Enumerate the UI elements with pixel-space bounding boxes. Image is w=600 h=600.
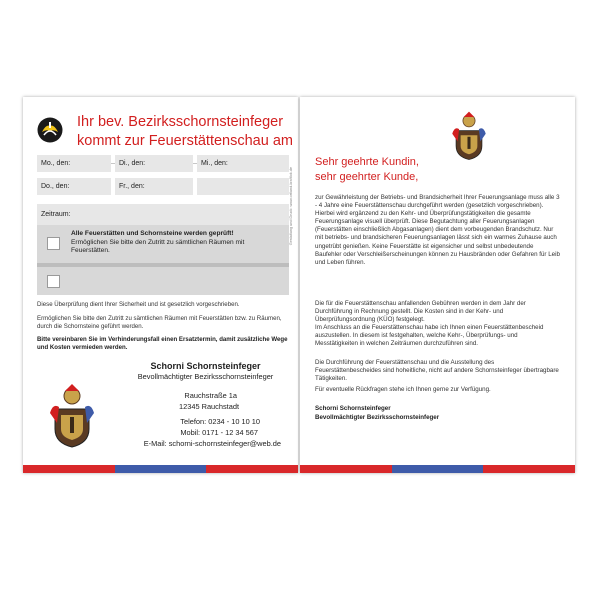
appointment-card-back: [300, 97, 575, 473]
contact-title: Bevollmächtigter Bezirksschornsteinfeger: [137, 372, 274, 381]
stripe-red-2: [206, 465, 298, 473]
title-line-1: Ihr bev. Bezirksschornsteinfeger: [77, 114, 284, 130]
stripe-red: [23, 465, 115, 473]
signature-title: Bevollmächtigter Bezirksschornsteinfeger: [315, 414, 440, 421]
guild-crest-icon: [450, 109, 488, 163]
date-field-di[interactable]: Di., den:: [115, 155, 193, 172]
checkbox-custom[interactable]: [47, 275, 60, 288]
zeitraum-field[interactable]: Zeitraum:: [37, 204, 289, 225]
date-field-blank[interactable]: [197, 178, 289, 195]
contact-city: 12345 Rauchstadt: [179, 402, 239, 411]
stripe-blue: [392, 465, 484, 473]
checkbox-all-text: [71, 230, 281, 256]
stripe-red: [300, 465, 392, 473]
checkbox-all-inspected[interactable]: [47, 237, 60, 250]
color-stripe: [300, 465, 575, 473]
letter-paragraph-4: Die Durchführung der Feuerstättenschau und die Ausstellung des Feuerstättenbescheides sind hoheitliche, nicht auf andere Schornsteinfeger übertragbare Tätigkeiten.: [315, 359, 559, 383]
chimney-sweep-guild-logo: [37, 117, 63, 143]
signature-name: Schorni Schornsteinfeger: [315, 405, 391, 412]
date-field-mo[interactable]: Mo., den:: [37, 155, 111, 172]
note-reschedule: Bitte vereinbaren Sie im Verhinderungsfall einen Ersatztermin, damit zusätzliche Wege und Kosten vermieden werden.: [37, 336, 288, 351]
appointment-card-front: [23, 97, 298, 473]
note-safety: Diese Überprüfung dient Ihrer Sicherheit und ist gesetzlich vorgeschrieben.: [37, 301, 240, 308]
greeting-line-2: sehr geehrter Kunde,: [315, 171, 419, 183]
contact-block: [37, 361, 289, 461]
letter-paragraph-3: Im Anschluss an die Feuerstättenschau habe ich Ihnen einen Feuerstättenbescheid auszustellen. In diesem ist festgehalten, welche Kehr-, Überprüfungs- und Messtätigkeiten in welchen Zeiträumen durchzuführen sind.: [315, 324, 544, 348]
print-credit: Gestaltung und Druck: www.ortlund-kraftlok.de: [289, 167, 293, 246]
contact-email: E-Mail: schorni-schornsteinfeger@web.de: [143, 439, 281, 448]
guild-crest-icon: [47, 383, 97, 449]
contact-street: Rauchstraße 1a: [184, 391, 237, 400]
date-field-fr[interactable]: Fr., den:: [115, 178, 193, 195]
greeting: [315, 155, 419, 185]
letter-paragraph-1: zur Gewährleistung der Betriebs- und Brandsicherheit Ihrer Feuerungsanlage muss alle 3 - 4 Jahre eine Feuerstättenschau durchgeführt werden (gesetzlich vorgeschrieben). Hierbei wird ergänzend zu den Kehr- und Überprüfungstätigkeiten die gesamte Feuerungsanlage visuell überprüft. Diese Begutachtung aller Feuerungsanlagen (Feuerstätten einschließlich Abgasanlagen) dient dem vorbeugenden Brandschutz. Nur mit betriebs- und brandsicheren Feuerungsanlagen lässt sich ein warmes Zuhause auch ungetrübt genießen. Keine Feuerstätte ist eigensicher und selbst unbedeutende Baufehler oder Verschleißerscheinungen können zu Hausbränden oder Gefahren für Leib und Leben führen.: [315, 194, 560, 266]
contact-phone: Telefon: 0234 - 10 10 10: [180, 417, 260, 426]
note-access: Ermöglichen Sie bitte den Zutritt zu sämtlichen Räumen mit Feuerstätten bzw. zu Räumen, durch die Schornsteine geführt werden.: [37, 315, 282, 330]
letter-paragraph-2: Die für die Feuerstättenschau anfallenden Gebühren werden in dem Jahr der Durchführung in Rechnung gestellt. Die Kosten sind in der Kehr- und Überprüfungsordnung (KÜO) festgelegt.: [315, 300, 526, 324]
contact-name: Schorni Schornsteinfeger: [150, 361, 261, 371]
letter-paragraph-5: Für eventuelle Rückfragen stehe ich Ihnen gerne zur Verfügung.: [315, 386, 491, 393]
title-line-2: kommt zur Feuerstättenschau am: [77, 133, 293, 149]
checkbox-all-body: Ermöglichen Sie bitte den Zutritt zu sämtlichen Räumen mit Feuerstätten.: [71, 238, 245, 254]
checkbox-all-heading: Alle Feuerstätten und Schornsteine werden geprüft!: [71, 230, 234, 237]
card-title: [77, 113, 293, 151]
color-stripe: [23, 465, 298, 473]
date-field-mi[interactable]: Mi., den:: [197, 155, 289, 172]
stripe-red-2: [483, 465, 575, 473]
checkbox-area: [37, 225, 289, 295]
contact-mobile: Mobil: 0171 - 12 34 567: [180, 428, 258, 437]
greeting-line-1: Sehr geehrte Kundin,: [315, 156, 419, 168]
checkbox-row-all: [37, 225, 289, 263]
checkbox-row-custom: [37, 267, 289, 295]
stripe-blue: [115, 465, 207, 473]
date-field-do[interactable]: Do., den:: [37, 178, 111, 195]
